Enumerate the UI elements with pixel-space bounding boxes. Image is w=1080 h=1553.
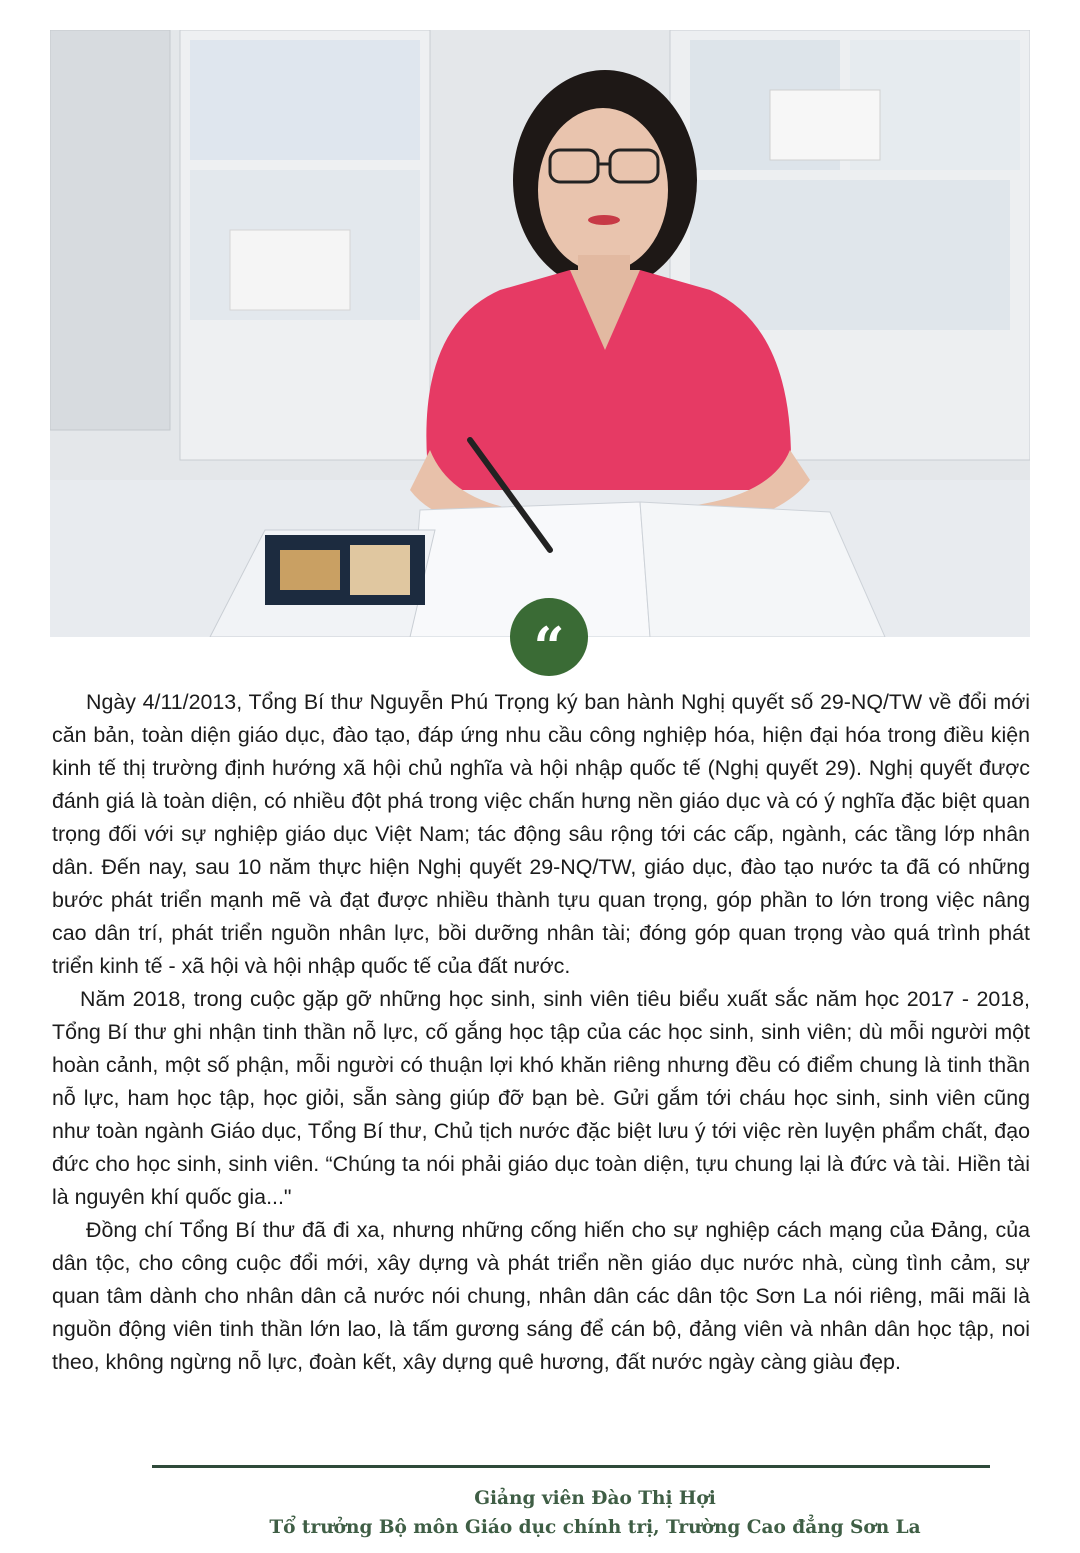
paragraph: Năm 2018, trong cuộc gặp gỡ những học sinh, sinh viên tiêu biểu xuất sắc năm học 2017 - 2018, Tổng Bí thư ghi nhận tinh thần nỗ lực, cố gắng học tập của các học sinh, sinh viên; dù mỗi người một hoàn cảnh, một số phận, mỗi người có thuận lợi khó khăn riêng nhưng đều có điểm chung là tinh thần nỗ lực, ham học tập, học giỏi, sẵn sàng giúp đỡ bạn bè. Gửi gắm tới cháu học sinh, sinh viên cũng như toàn ngành Giáo dục, Tổng Bí thư, Chủ tịch nước đặc biệt lưu ý tới việc rèn luyện phẩm chất, đạo đức cho học sinh, sinh viên. “Chúng ta nói phải giáo dục toàn diện, tựu chung lại là đức và tài. Hiền tài là nguyên khí quốc gia..." xyxy=(52,987,1030,1209)
author-title: Tổ trưởng Bộ môn Giáo dục chính trị, Trường Cao đẳng Sơn La xyxy=(269,1517,921,1538)
author-name: Giảng viên Đào Thị Hợi xyxy=(474,1488,716,1509)
paragraph: Đồng chí Tổng Bí thư đã đi xa, nhưng những cống hiến cho sự nghiệp cách mạng của Đảng, của dân tộc, cho công cuộc đổi mới, xây dựng và phát triển nền giáo dục nước nhà, cùng tình cảm, sự quan tâm dành cho nhân dân cả nước nói chung, nhân dân các dân tộc Sơn La nói riêng, mãi mãi là nguồn động viên tinh thần lớn lao, là tấm gương sáng để cán bộ, đảng viên và nhân dân học tập, noi theo, không ngừng nỗ lực, đoàn kết, xây dựng quê hương, đất nước ngày càng giàu đẹp. xyxy=(52,1218,1030,1374)
quote-icon: “ xyxy=(510,598,588,676)
signature xyxy=(150,1484,1040,1542)
paragraph: Ngày 4/11/2013, Tổng Bí thư Nguyễn Phú Trọng ký ban hành Nghị quyết số 29-NQ/TW về đổi mới căn bản, toàn diện giáo dục, đào tạo, đáp ứng nhu cầu công nghiệp hóa, hiện đại hóa trong điều kiện kinh tế thị trường định hướng xã hội chủ nghĩa và hội nhập quốc tế (Nghị quyết 29). Nghị quyết được đánh giá là toàn diện, có nhiều đột phá trong việc chấn hưng nền giáo dục và có ý nghĩa đặc biệt quan trọng đối với sự nghiệp giáo dục Việt Nam; tác động sâu rộng tới các cấp, ngành, các tầng lớp nhân dân. Đến nay, sau 10 năm thực hiện Nghị quyết 29-NQ/TW, giáo dục, đào tạo nước ta đã có những bước phát triển mạnh mẽ và đạt được nhiều thành tựu quan trọng, góp phần to lớn trong việc nâng cao dân trí, phát triển nguồn nhân lực, bồi dưỡng nhân tài; đóng góp quan trọng vào quá trình phát triển kinh tế - xã hội và hội nhập quốc tế của đất nước. xyxy=(52,690,1030,978)
portrait-photo xyxy=(50,30,1030,637)
divider xyxy=(152,1465,990,1468)
portrait-illustration xyxy=(50,30,1030,637)
article-body xyxy=(52,686,1030,1379)
